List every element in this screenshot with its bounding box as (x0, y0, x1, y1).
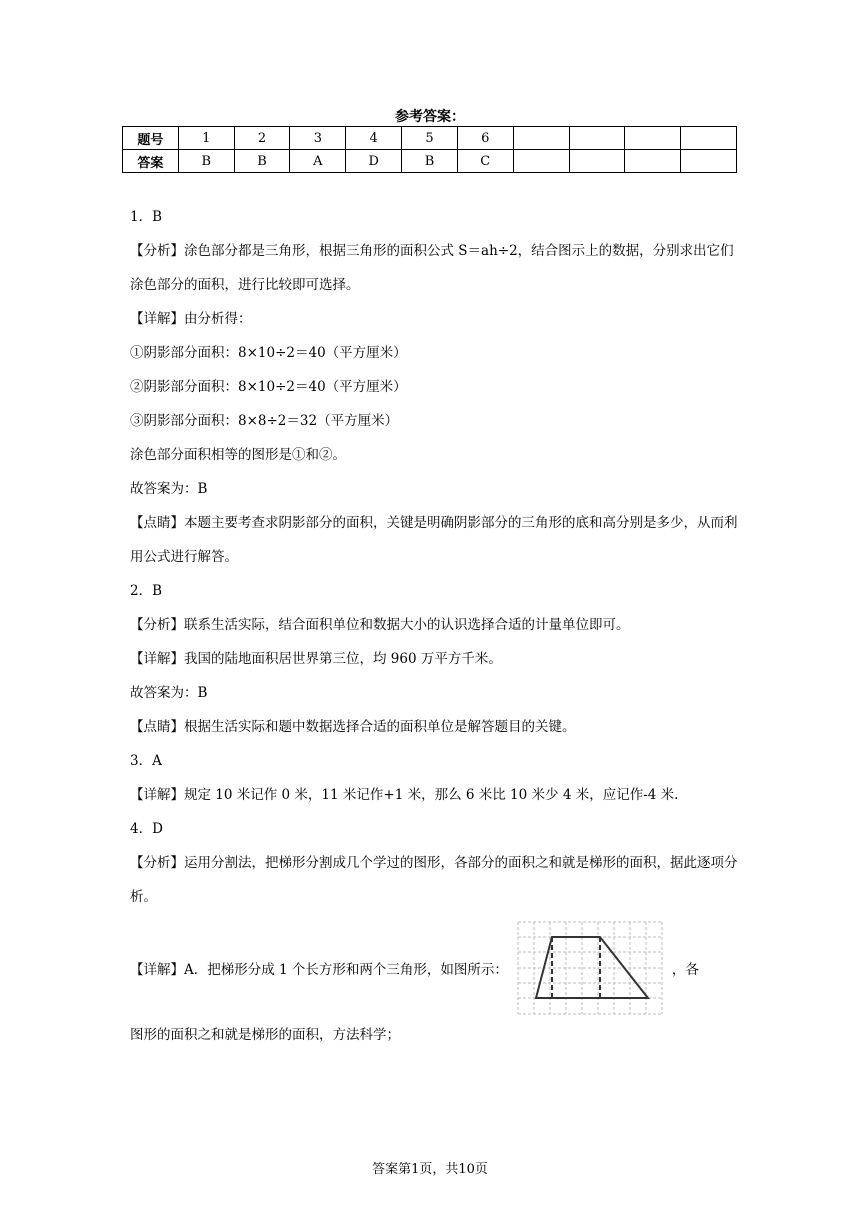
table-cell: 1 (178, 127, 234, 150)
table-cell (513, 150, 569, 173)
q1-detail-heading: 【详解】由分析得： (130, 311, 252, 327)
answer-table (122, 126, 737, 173)
table-cell: 5 (402, 127, 458, 150)
q4-detail-continued: 图形的面积之和就是梯形的面积，方法科学； (130, 1027, 400, 1043)
q1-number: 1．B (130, 209, 163, 225)
q4-detail-with-figure (130, 918, 745, 1018)
q4-detail-post: ，各 (671, 962, 699, 978)
table-row-answers (123, 150, 737, 173)
q1-conclusion: 涂色部分面积相等的图形是①和②。 (130, 447, 346, 463)
table-cell (681, 150, 737, 173)
q2-number: 2．B (130, 583, 163, 599)
solutions-body (130, 200, 745, 1052)
table-cell: 2 (234, 127, 290, 150)
answer-key-title: 参考答案： (395, 109, 465, 125)
q3-detail: 【详解】规定 10 米记作 0 米，11 米记作+1 米，那么 6 米比 10 米少 4 米，应记作-4 米. (130, 787, 679, 803)
q3-number: 3．A (130, 753, 162, 769)
q1-answer: 故答案为：B (130, 481, 208, 497)
q1-analysis: 【分析】涂色部分都是三角形，根据三角形的面积公式 S＝ah÷2，结合图示上的数据，分别求出它们涂色部分的面积，进行比较即可选择。 (130, 243, 734, 293)
table-cell (569, 150, 625, 173)
table-cell: 6 (457, 127, 513, 150)
table-cell (625, 150, 681, 173)
table-cell: A (290, 150, 346, 173)
page-footer: 答案第1页，共10页 (372, 1162, 488, 1177)
q1-comment: 【点睛】本题主要考查求阴影部分的面积，关键是明确阴影部分的三角形的底和高分别是多少，从而利用公式进行解答。 (130, 515, 738, 565)
table-cell: D (346, 150, 402, 173)
q1-line-3: ③阴影部分面积：8×8÷2＝32（平方厘米） (130, 413, 399, 429)
q2-comment: 【点睛】根据生活实际和题中数据选择合适的面积单位是解答题目的关键。 (130, 719, 576, 735)
q2-answer: 故答案为：B (130, 685, 208, 701)
trapezoid-grid-figure (516, 918, 664, 1018)
table-cell: B (402, 150, 458, 173)
table-cell: C (457, 150, 513, 173)
table-cell: B (178, 150, 234, 173)
q4-analysis: 【分析】运用分割法，把梯形分割成几个学过的图形，各部分的面积之和就是梯形的面积，据此逐项分析。 (130, 855, 738, 905)
table-cell: 4 (346, 127, 402, 150)
table-cell (625, 127, 681, 150)
row-header-answer: 答案 (123, 150, 179, 173)
q4-number: 4．D (130, 821, 163, 837)
table-row-numbers (123, 127, 737, 150)
table-cell: B (234, 150, 290, 173)
table-cell: 3 (290, 127, 346, 150)
row-header-question-number: 题号 (123, 127, 179, 150)
q2-detail: 【详解】我国的陆地面积居世界第三位，均 960 万平方千米。 (130, 651, 502, 667)
table-cell (513, 127, 569, 150)
table-cell (569, 127, 625, 150)
q4-detail-pre: 【详解】A．把梯形分成 1 个长方形和两个三角形，如图所示： (130, 962, 508, 978)
table-cell (681, 127, 737, 150)
q1-line-1: ①阴影部分面积：8×10÷2＝40（平方厘米） (130, 345, 407, 361)
q2-analysis: 【分析】联系生活实际，结合面积单位和数据大小的认识选择合适的计量单位即可。 (130, 617, 630, 633)
q1-line-2: ②阴影部分面积：8×10÷2＝40（平方厘米） (130, 379, 407, 395)
